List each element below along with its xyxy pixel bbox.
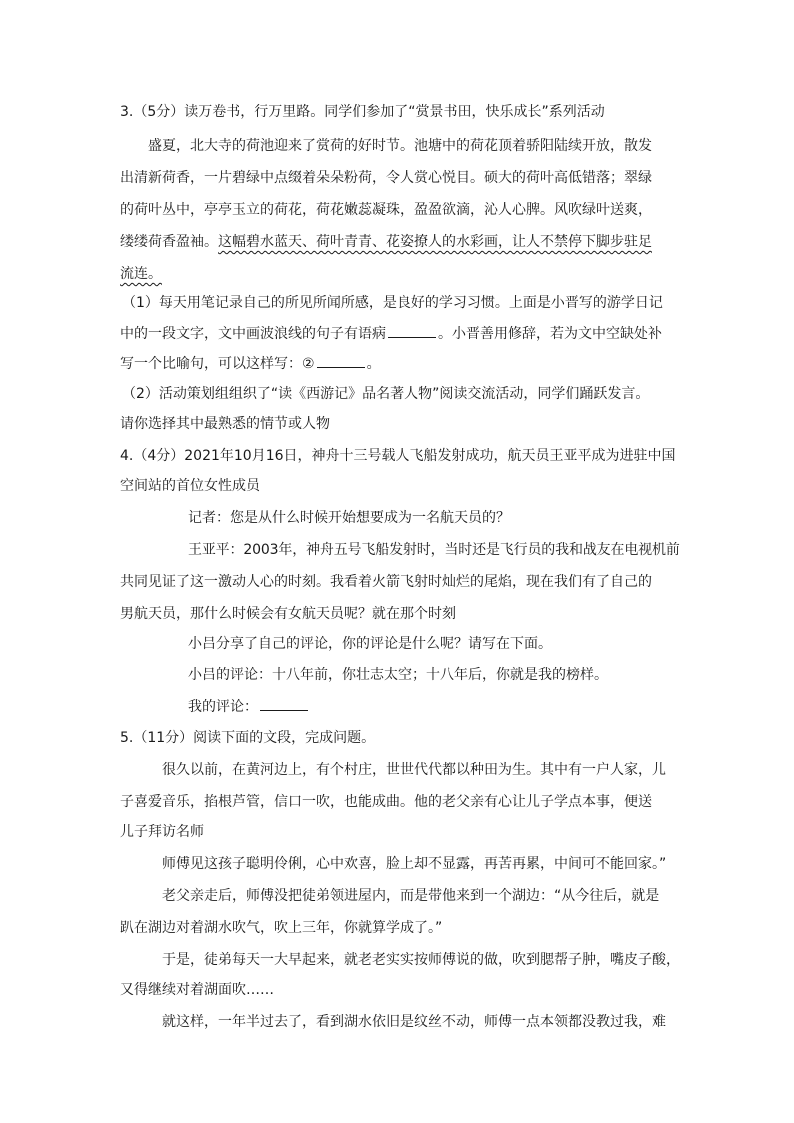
- q5-p3-line-1: 老父亲走后，师傅没把徒弟领进屋内，而是带他来到一个湖边：“从今往后，就是: [162, 888, 660, 904]
- q4-my-comment: [188, 696, 310, 716]
- q3-para-line-4: [120, 232, 652, 252]
- q4-share-prompt: 小吕分享了自己的评论，你的评论是什么呢？请写在下面。: [188, 636, 552, 652]
- q5-p3-line-2: 趴在湖边对着湖水吹气，吹上三年，你就算学成了。”: [120, 920, 443, 936]
- q5-p1-line-3: 儿子拜访名师: [120, 824, 204, 840]
- q4-answer-line-3: 男航天员，那什么时候会有女航天员呢？就在那个时刻: [120, 606, 456, 622]
- q4-lv-comment: 小吕的评论：十八年前，你壮志太空；十八年后，你就是我的榜样。: [188, 667, 608, 683]
- q3-sub1-line-1: （1）每天用笔记录自己的所见所闻所感，是良好的学习习惯。上面是小晋写的游学日记: [122, 295, 663, 311]
- q3-sub1-text-after: 。小晋善用修辞，若为文中空缺处补: [438, 326, 662, 342]
- q4-header-line-1: 4.（4分）2021年10月16日，神舟十三号载人飞船发射成功，航天员王亚平成为进驻中国: [120, 448, 676, 464]
- q5-p1-line-1: 很久以前，在黄河边上，有个村庄，世世代代都以种田为生。其中有一户人家，儿: [162, 762, 666, 778]
- q4-header-line-2: 空间站的首位女性成员: [120, 478, 260, 494]
- q4-answer-line-2: 共同见证了这一激动人心的时刻。我看着火箭飞射时灿烂的尾焰，现在我们有了自己的: [120, 574, 652, 590]
- q4-my-comment-label: 我的评论：: [188, 699, 258, 715]
- q3-sub1-period: 。: [366, 356, 381, 372]
- answer-blank-1[interactable]: [388, 323, 436, 338]
- q4-answer-line-1: 王亚平：2003年，神舟五号飞船发射时，当时还是飞行员的我和战友在电视机前: [188, 542, 680, 558]
- q3-para-line-5: [120, 264, 162, 284]
- q3-sub1-line-3: [120, 353, 381, 373]
- q3-sub1-line-2: [120, 323, 662, 343]
- answer-blank-3[interactable]: [260, 696, 308, 711]
- q5-p4-line-1: 于是，徒弟每天一大早起来，就老老实实按师傅说的做，吹到腮帮子肿，嘴皮子酸，: [162, 952, 680, 968]
- q3-sub2-line-1: （2）活动策划组组织了“读《西游记》品名著人物”阅读交流活动，同学们踊跃发言。: [122, 386, 650, 402]
- q3-sub2-line-2: 请你选择其中最熟悉的情节或人物: [120, 416, 330, 432]
- answer-blank-2[interactable]: [317, 353, 365, 368]
- q3-wavy-sentence-end: 流连。: [120, 266, 162, 282]
- q3-para-line-1: 盛夏，北大寺的荷池迎来了赏荷的好时节。池塘中的荷花顶着骄阳陆续开放，散发: [148, 138, 652, 154]
- q3-sub1-prompt: 写一个比喻句，可以这样写：②: [120, 356, 315, 372]
- q5-p4-line-2: 又得继续对着湖面吹……: [120, 982, 274, 998]
- q3-para-line-3: 的荷叶丛中，亭亭玉立的荷花，荷花嫩蕊凝珠，盈盈欲滴，沁人心脾。风吹绿叶送爽，: [120, 202, 652, 218]
- q3-para-line-2: 出清新荷香，一片碧绿中点缀着朵朵粉荷，令人赏心悦目。硕大的荷叶高低错落；翠绿: [120, 170, 652, 186]
- q3-wavy-sentence: 这幅碧水蓝天、荷叶青青、花姿撩人的水彩画，让人不禁停下脚步驻足: [218, 234, 652, 250]
- q4-reporter-question: 记者：您是从什么时候开始想要成为一名航天员的？: [188, 510, 510, 526]
- q5-p1-line-2: 子喜爱音乐，掐根芦管，信口一吹，也能成曲。他的老父亲有心让儿子学点本事，便送: [120, 794, 652, 810]
- q5-header: 5.（11分）阅读下面的文段，完成问题。: [120, 730, 376, 746]
- q3-header: 3.（5分）读万卷书，行万里路。同学们参加了“赏景书田，快乐成长”系列活动: [120, 104, 605, 120]
- q3-para-text: 缕缕荷香盈袖。: [120, 234, 218, 250]
- q5-p2: 师傅见这孩子聪明伶俐，心中欢喜，脸上却不显露，再苦再累，中间可不能回家。”: [162, 856, 667, 872]
- q3-sub1-text: 中的一段文字，文中画波浪线的句子有语病: [120, 326, 386, 342]
- q5-p5: 就这样，一年半过去了，看到湖水依旧是纹丝不动，师傅一点本领都没教过我，难: [162, 1014, 666, 1030]
